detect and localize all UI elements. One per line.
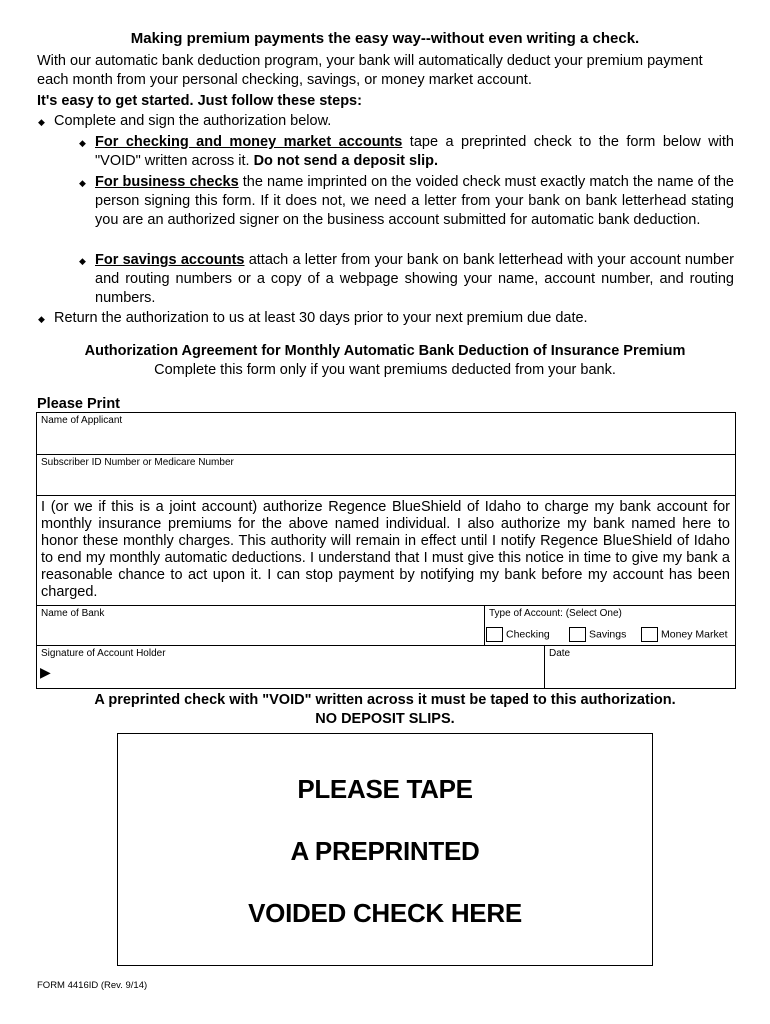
business-text: the name imprinted on the voided check must exactly match the name of the person signing this form. If it does not, we need a letter from your bank on bank letterhead stating you are an authorized signer on the business account submitted for automatic bank deduction. — [95, 174, 734, 228]
checking-text: tape a preprinted check to the form below with "VOID" written across it. — [95, 134, 734, 169]
money-market-option[interactable] — [641, 627, 728, 642]
bullet-icon: ◆ — [79, 256, 86, 266]
checking-option-label: Checking — [506, 628, 550, 641]
intro-paragraph: With our automatic bank deduction program, your bank will automatically deduct your premium payment each month from your personal checking, savings, or money market account. — [37, 53, 703, 88]
savings-option[interactable] — [569, 627, 626, 642]
signature-row — [37, 645, 735, 688]
savings-option-label: Savings — [589, 628, 627, 641]
tape-line-1: PLEASE TAPE — [297, 774, 473, 804]
account-type-label: Type of Account: (Select One) — [489, 608, 622, 619]
bullet-icon: ◆ — [79, 138, 86, 148]
authorization-text: I (or we if this is a joint account) authorize Regence BlueShield of Idaho to charge my bank account for monthly insurance premiums for the above named individual. I also authorize my bank named here to honor these monthly charges. This authority will remain in effect until I notify Regence BlueShield of Idaho to end my monthly automatic deductions. I understand that I must give this notice in time to give my bank a reasonable chance to act upon it. I can stop payment by notifying my bank before my account has been charged. — [41, 499, 730, 600]
authorization-statement — [37, 495, 735, 606]
step-return-authorization: Return the authorization to us at least 30 days prior to your next premium due date. — [54, 310, 588, 326]
signature-field[interactable] — [37, 646, 545, 688]
signature-arrow-icon: ▶ — [40, 664, 51, 680]
checking-label: For checking and money market accounts — [95, 134, 403, 150]
step-complete-sign: Complete and sign the authorization below. — [54, 113, 332, 129]
agreement-subtitle: Complete this form only if you want premiums deducted from your bank. — [154, 362, 616, 378]
no-deposit-slip-text: Do not send a deposit slip. — [253, 153, 439, 169]
checking-checkbox[interactable] — [486, 627, 503, 642]
signature-label: Signature of Account Holder — [41, 648, 166, 659]
applicant-name-field[interactable] — [37, 413, 735, 454]
step-savings-accounts — [95, 251, 734, 308]
savings-checkbox[interactable] — [569, 627, 586, 642]
authorization-form — [36, 412, 736, 689]
savings-text: attach a letter from your bank on bank letterhead with your account number and routing numbers or a copy of a webpage showing your name, account number, and routing numbers. — [95, 252, 734, 306]
no-deposit-slips: NO DEPOSIT SLIPS. — [315, 711, 455, 727]
void-note: A preprinted check with "VOID" written across it must be taped to this authorization. — [94, 692, 676, 708]
bank-name-label: Name of Bank — [41, 608, 105, 619]
business-label: For business checks — [95, 174, 239, 190]
bullet-icon: ◆ — [79, 178, 86, 188]
form-number: FORM 4416ID (Rev. 9/14) — [37, 980, 148, 991]
money-market-option-label: Money Market — [661, 628, 728, 641]
steps-heading: It's easy to get started. Just follow these steps: — [37, 93, 362, 109]
tape-check-area — [117, 733, 653, 966]
subscriber-id-label: Subscriber ID Number or Medicare Number — [41, 457, 234, 468]
applicant-name-label: Name of Applicant — [41, 415, 123, 426]
tape-line-2: A PREPRINTED — [290, 836, 480, 866]
step-checking-accounts — [95, 133, 734, 171]
money-market-checkbox[interactable] — [641, 627, 658, 642]
bank-name-field[interactable] — [37, 606, 485, 646]
agreement-title: Authorization Agreement for Monthly Automatic Bank Deduction of Insurance Premium — [84, 343, 686, 359]
date-field[interactable] — [545, 646, 735, 688]
please-print-label: Please Print — [37, 396, 121, 412]
subscriber-id-field[interactable] — [37, 454, 735, 496]
date-label: Date — [549, 648, 571, 659]
step-business-checks — [95, 173, 734, 230]
page-title: Making premium payments the easy way--without even writing a check. — [130, 30, 640, 47]
tape-line-3: VOIDED CHECK HERE — [248, 898, 522, 928]
bank-row — [37, 605, 735, 646]
bullet-icon: ◆ — [38, 117, 45, 127]
checking-option[interactable] — [486, 627, 550, 642]
bullet-icon: ◆ — [38, 314, 45, 324]
savings-label: For savings accounts — [95, 252, 245, 268]
